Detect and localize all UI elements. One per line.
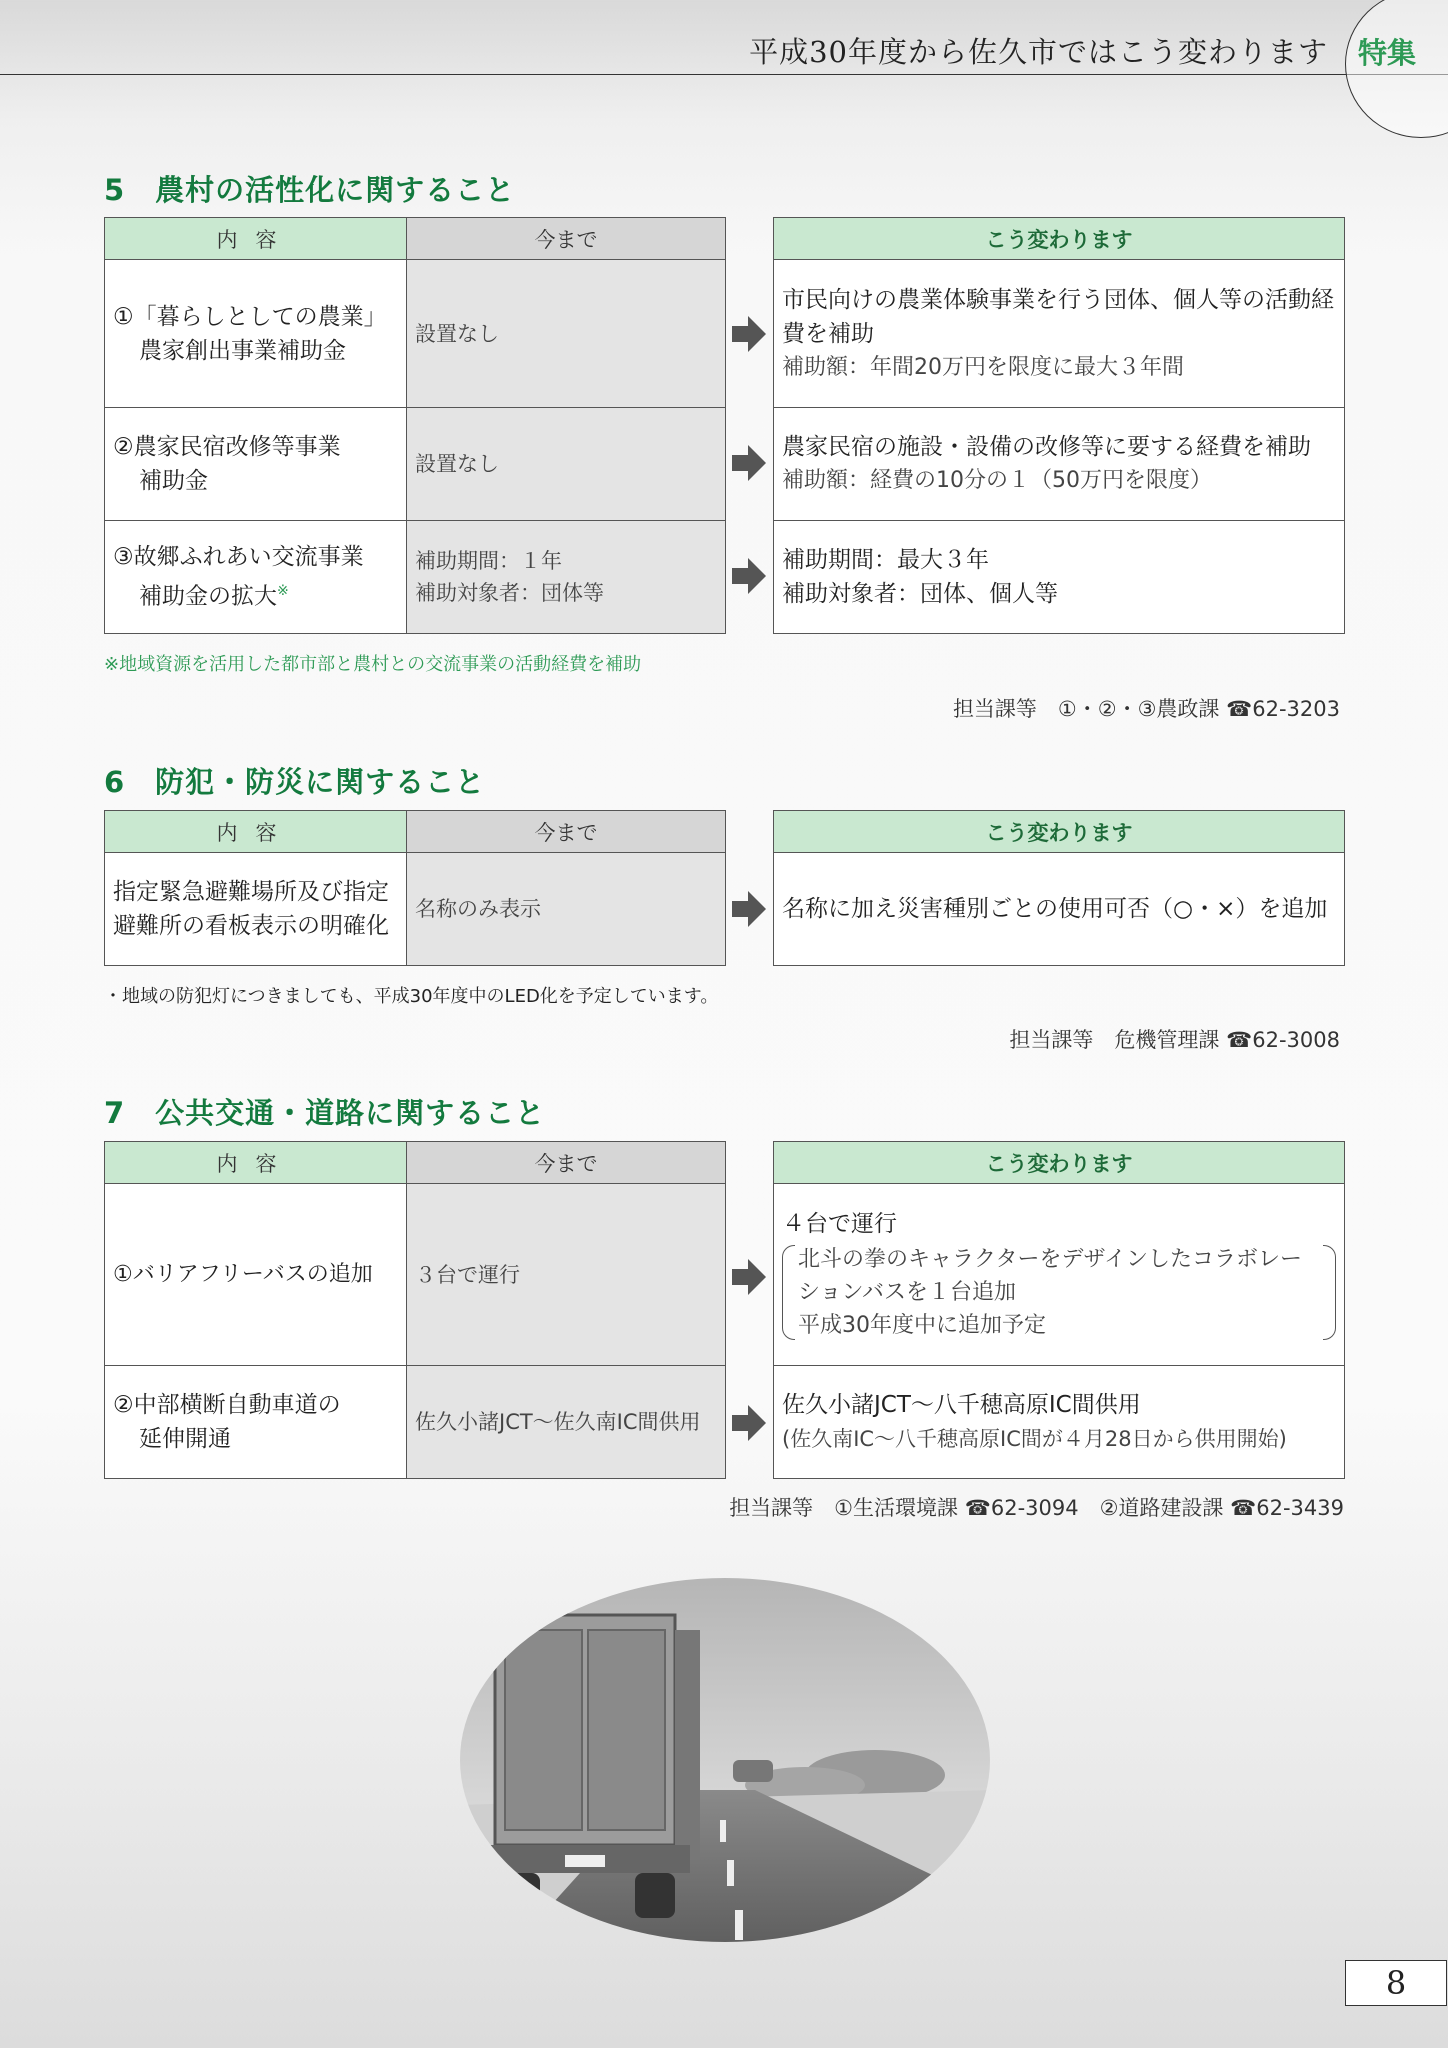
section-5-title: 5 農村の活性化に関すること	[104, 173, 516, 207]
row-content-line: 指定緊急避難場所及び指定	[113, 879, 389, 905]
section-5-footnote: ※地域資源を活用した都市部と農村との交流事業の活動経費を補助	[104, 654, 642, 675]
row-before-line: 補助対象者：団体等	[415, 581, 604, 605]
column-header-after: こう変わります	[774, 218, 1345, 260]
row-before: ３台で運行	[407, 1184, 726, 1366]
column-header-before: 今まで	[407, 811, 726, 853]
row-content	[105, 1366, 407, 1479]
section-7-contact: 担当課等 ①生活環境課 ☎62-3094 ②道路建設課 ☎62-3439	[729, 1496, 1344, 1520]
arrow-right-icon	[732, 1259, 766, 1295]
row-before: 名称のみ表示	[407, 853, 726, 966]
row-after	[774, 521, 1345, 634]
row-after	[774, 1366, 1345, 1479]
footnote-mark: ※	[277, 583, 289, 600]
arrow-right-icon	[732, 445, 766, 481]
column-header-after: こう変わります	[774, 811, 1345, 853]
row-content-line	[113, 574, 398, 614]
row-after-main: 農家民宿の施設・設備の改修等に要する経費を補助	[782, 434, 1311, 460]
section-6-contact: 担当課等 危機管理課 ☎62-3008	[1009, 1028, 1340, 1052]
section-5-contact: 担当課等 ①・②・③農政課 ☎62-3203	[952, 697, 1340, 721]
row-content-line: ②農家民宿改修等事業	[113, 434, 341, 460]
row-after-sub: (佐久南IC～八千穂高原IC間が４月28日から供用開始)	[782, 1427, 1287, 1451]
row-after-main: 佐久小諸JCT～八千穂高原IC間供用	[782, 1392, 1141, 1418]
row-content	[105, 260, 407, 408]
row-after-paren-line: 北斗の拳のキャラクターをデザインしたコラボレーションバスを１台追加	[798, 1247, 1303, 1305]
row-after: 名称に加え災害種別ごとの使用可否（○・×）を追加	[774, 853, 1345, 966]
page-header-title: 平成30年度から佐久市ではこう変わります	[749, 35, 1328, 69]
column-header-content: 内容	[105, 1142, 407, 1184]
row-after-sub: 補助額：年間20万円を限度に最大３年間	[782, 354, 1184, 380]
row-content-text: 補助金の拡大	[139, 583, 277, 610]
feature-badge-label: 特集	[1358, 36, 1417, 70]
header-rule	[0, 74, 1448, 75]
truck-road-illustration	[455, 1575, 995, 1945]
section-5-current-table	[104, 217, 726, 634]
arrow-right-icon	[732, 558, 766, 594]
arrow-right-icon	[732, 316, 766, 352]
row-content-line: ②中部横断自動車道の	[113, 1392, 341, 1418]
row-after-paren-line: 平成30年度中に追加予定	[798, 1313, 1046, 1338]
section-6-new-table	[773, 810, 1345, 966]
row-before: 設置なし	[407, 408, 726, 521]
section-7-new-table	[773, 1141, 1345, 1479]
row-after	[774, 1184, 1345, 1366]
row-after-sub: 補助額：経費の10分の１（50万円を限度）	[782, 468, 1212, 493]
row-content	[105, 521, 407, 634]
row-content-line: 農家創出事業補助金	[139, 337, 346, 364]
feature-badge	[1345, 0, 1448, 138]
row-content-line: ①「暮らしとしての農業」	[113, 303, 387, 330]
row-after-parenthetical	[782, 1243, 1336, 1342]
column-header-before: 今まで	[407, 218, 726, 260]
row-after	[774, 408, 1345, 521]
arrow-right-icon	[732, 1405, 766, 1441]
row-content: ①バリアフリーバスの追加	[105, 1184, 407, 1366]
row-before: 佐久小諸JCT～佐久南IC間供用	[407, 1366, 726, 1479]
section-6-current-table	[104, 810, 726, 966]
arrow-right-icon	[732, 891, 766, 927]
page-number: 8	[1345, 1960, 1447, 2006]
section-7-title: 7 公共交通・道路に関すること	[104, 1096, 546, 1130]
row-content-line: 延伸開通	[139, 1426, 231, 1452]
row-before: 設置なし	[407, 260, 726, 408]
row-after	[774, 260, 1345, 408]
row-content-line: 避難所の看板表示の明確化	[113, 913, 389, 939]
column-header-content: 内容	[105, 218, 407, 260]
column-header-content: 内容	[105, 811, 407, 853]
row-after-main: ４台で運行	[782, 1211, 897, 1237]
row-before-line: 補助期間：１年	[415, 549, 562, 573]
column-header-after: こう変わります	[774, 1142, 1345, 1184]
section-7-current-table	[104, 1141, 726, 1479]
section-6-note: ・地域の防犯灯につきましても、平成30年度中のLED化を予定しています。	[104, 986, 719, 1007]
row-content	[105, 853, 407, 966]
row-after-line: 補助期間：最大３年	[782, 547, 989, 573]
row-before	[407, 521, 726, 634]
section-5-new-table	[773, 217, 1345, 634]
row-content	[105, 408, 407, 521]
section-6-title: 6 防犯・防災に関すること	[104, 765, 486, 799]
row-content-line: 補助金	[139, 468, 208, 494]
row-content-line: ③故郷ふれあい交流事業	[113, 544, 364, 571]
row-after-main: 市民向けの農業体験事業を行う団体、個人等の活動経費を補助	[782, 286, 1334, 347]
row-after-line: 補助対象者：団体、個人等	[782, 581, 1058, 607]
column-header-before: 今まで	[407, 1142, 726, 1184]
